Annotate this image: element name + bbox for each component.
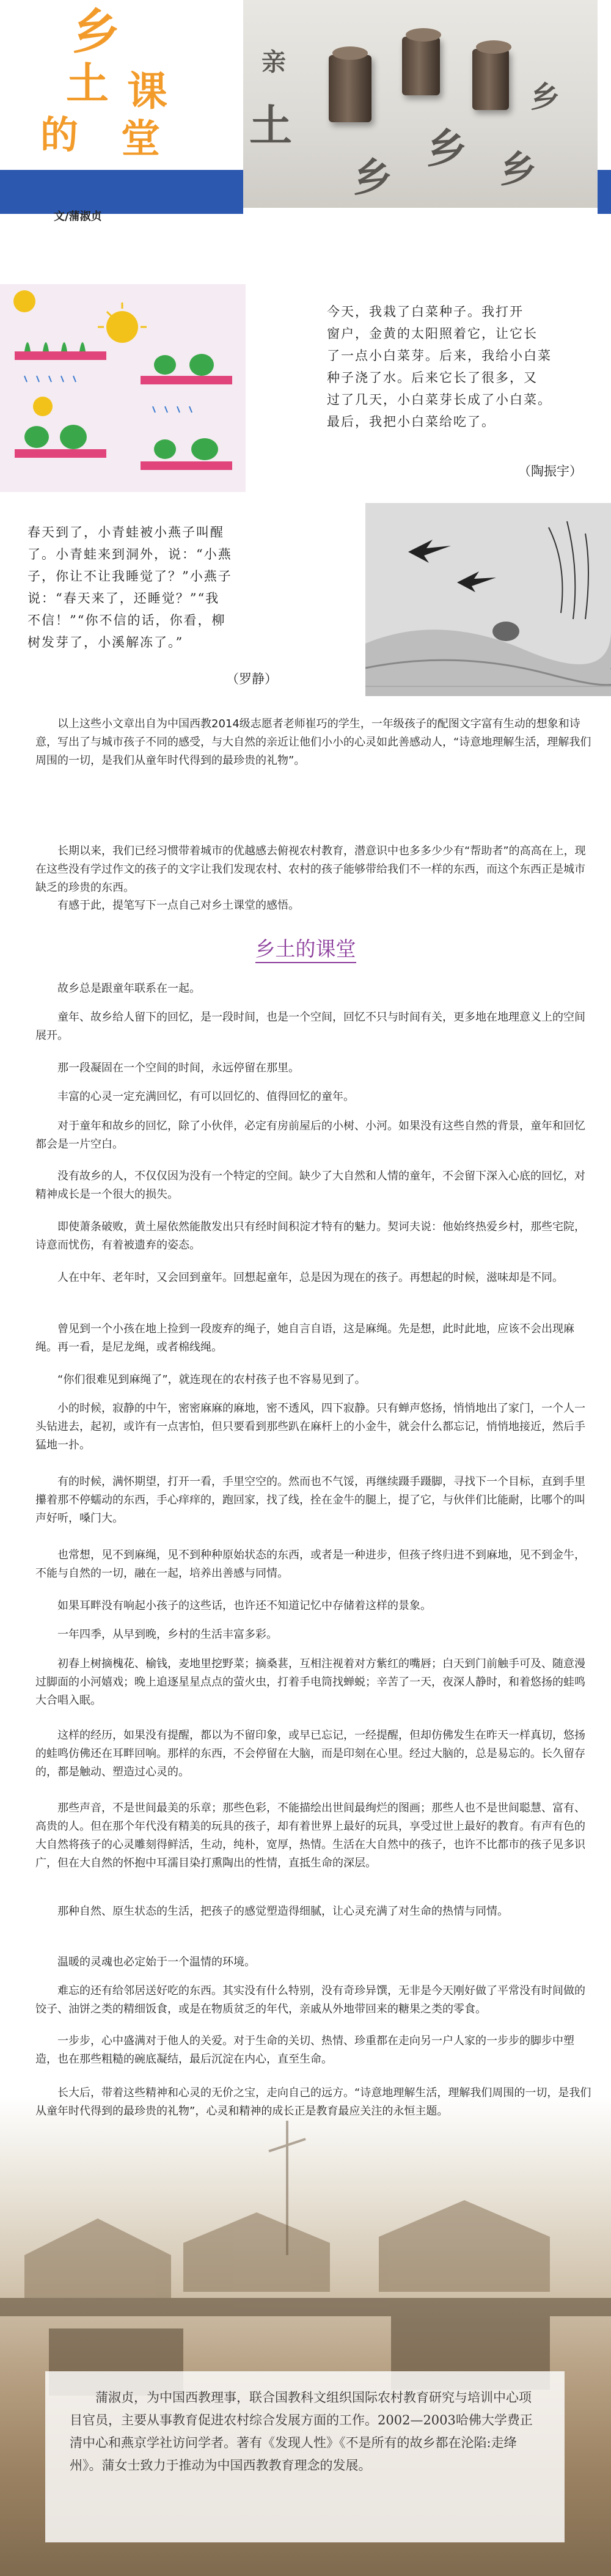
poem-line: 春天到了，小青蛙被小燕子叫醒 bbox=[27, 525, 224, 540]
body-paragraph: “你们很难见到麻绳了”，就连现在的农村孩子也不容易见到了。 bbox=[57, 1373, 366, 1386]
poem-line: 今天，我栽了白菜种子。我打开 bbox=[327, 304, 524, 319]
title-char: 堂 bbox=[121, 116, 160, 162]
intro-paragraph: 有感于此，提笔写下一点自己对乡土课堂的感悟。 bbox=[57, 899, 299, 912]
photo-glyph: 土 bbox=[249, 100, 292, 151]
title-char: 土 bbox=[66, 58, 109, 109]
wooden-stamp bbox=[329, 55, 371, 122]
intro-paragraph: 长期以来，我们已经习惯带着城市的优越感去俯视农村教育，潜意识中也多多少少有“帮助者”的高高在上，现在这些没有学过作文的孩子的文字让我们发现农村、农村的孩子能够带给我们不一样的东西，而这个东西正是城市缺乏的珍贵的东西。 bbox=[35, 845, 586, 894]
body-paragraph: 如果耳畔没有响起小孩子的这些话，也许还不知道记忆中存储着这样的景象。 bbox=[57, 1599, 431, 1612]
body-paragraph: 丰富的心灵一定充满回忆，有可以回忆的、值得回忆的童年。 bbox=[57, 1090, 354, 1103]
masthead-title bbox=[35, 4, 237, 169]
body-paragraph: 没有故乡的人，不仅仅因为没有一个特定的空间。缺少了大自然和人情的童年，不会留下深入心底的回忆，对精神成长是一个很大的损失。 bbox=[35, 1170, 585, 1201]
photo-glyph: 亲 bbox=[262, 48, 286, 76]
body-paragraph: 对于童年和故乡的回忆，除了小伙伴，必定有房前屋后的小树、小河。如果没有这些自然的背景，童年和回忆都会是一片空白。 bbox=[35, 1120, 585, 1151]
child-sketch-swallows bbox=[365, 503, 611, 696]
poem-line: 不信！”“你不信的话，你看，柳 bbox=[27, 613, 226, 628]
body-paragraph: 长大后，带着这些精神和心灵的无价之宝，走向自己的远方。“诗意地理解生活，理解我们周围的一切，是我们从童年时代得到的最珍贵的礼物”，心灵和精神的成长正是教育最应关注的永恒主题。 bbox=[35, 2086, 591, 2118]
body-paragraph: 温暖的灵魂也必定始于一个温情的环境。 bbox=[57, 1956, 255, 1969]
poem-line: 说：“春天来了，还睡觉？”“我 bbox=[27, 591, 220, 606]
poem-cabbage bbox=[327, 301, 596, 433]
title-char: 乡 bbox=[72, 4, 120, 60]
poem-line: 树发芽了，小溪解冻了。” bbox=[27, 635, 184, 650]
body-paragraph: 那些声音，不是世间最美的乐章；那些色彩，不能描绘出世间最绚烂的图画；那些人也不是世间聪慧、富有、高贵的人。但在那个年代没有精美的玩具的孩子，却有着世界上最好的玩具，享受过世上最好的教育。有声有色的大自然将孩子的心灵雕刻得鲜活，生动，纯朴，宽厚，热情。生活在大自然中的孩子，也许不比都市的孩子见多识广，但在大自然的怀抱中耳濡目染打熏陶出的性情，直抵生命的深层。 bbox=[35, 1802, 585, 1870]
header-band-right bbox=[598, 170, 611, 214]
body-paragraph: 难忘的还有给邻居送好吃的东西。其实没有什么特别，没有奇珍异馔，无非是今天刚好做了平常没有时间做的饺子、油饼之类的精细饭食，或是在物质贫乏的年代，亲戚从外地带回来的糖果之类的零食。 bbox=[35, 1984, 585, 2016]
body-paragraph: 故乡总是跟童年联系在一起。 bbox=[57, 982, 200, 995]
body-paragraph: 童年、故乡给人留下的回忆，是一段时间，也是一个空间，回忆不只与时间有关，更多地在地理意义上的空间展开。 bbox=[35, 1011, 585, 1042]
photo-glyph: 乡 bbox=[353, 155, 392, 201]
body-paragraph: 有的时候，满怀期望，打开一看，手里空空的。然而也不气馁，再继续蹑手蹑脚，寻找下一个目标，直到手里攥着那不停蠕动的东西，手心痒痒的，跑回家，找了线，拴在金牛的腿上，提了它，与伙伴们比能耐，比哪个的叫声好听，嗓门大。 bbox=[35, 1475, 585, 1525]
poem-author: （陶振宇） bbox=[518, 464, 582, 479]
header-photo-wooden-stamps bbox=[243, 0, 598, 208]
photo-glyph: 乡 bbox=[500, 149, 536, 191]
swallow-sketch-illustration bbox=[365, 503, 611, 696]
body-paragraph: 初春上树摘槐花、榆钱，麦地里挖野菜；摘桑葚，互相注视着对方紫红的嘴唇；白天到门前触手可及、随意漫过脚面的小河嬉戏；晚上追逐星星点点的萤火虫，打着手电筒找蝉蜕；辛苦了一天，夜深人静时，和着悠扬的蛙鸣大合唱入眠。 bbox=[35, 1657, 585, 1707]
intro-paragraph: 以上这些小文章出自为中国西教2014级志愿者老师崔巧的学生，一年级孩子的配图文字富有生动的想象和诗意，写出了与城市孩子不同的感受，与大自然的亲近让他们小小的心灵如此善感动人，“诗意地理解生活，理解我们周围的一切，是我们从童年时代得到的最珍贵的礼物”。 bbox=[35, 717, 591, 767]
header-band bbox=[0, 170, 243, 214]
byline: 文/蒲淑贞 bbox=[54, 210, 102, 223]
poem-line: 了一点小白菜芽。后来，我给小白菜 bbox=[327, 348, 552, 363]
poem-line: 子，你让不让我睡觉了？”小燕子 bbox=[27, 569, 232, 584]
wooden-stamp bbox=[472, 49, 509, 110]
body-paragraph: 那一段凝固在一个空间的时间，永远停留在那里。 bbox=[57, 1062, 299, 1074]
body-paragraph: 一年四季，从早到晚，乡村的生活丰富多彩。 bbox=[57, 1628, 277, 1641]
poem-line: 过了几天，小白菜芽长成了小白菜。 bbox=[327, 392, 552, 407]
poem-author: （罗静） bbox=[226, 672, 277, 686]
author-bio-text: 蒲淑贞，为中国西教理事，联合国教科文组织国际农村教育研究与培训中心项目官员，主要从事教育促进农村综合发展方面的工作。2002—2003哈佛大学费正清中心和燕京学社访问学者。著有《发现人性》《不是所有的故乡都在沦陷:走绛州》。蒲女士致力于推动为中国西教教育理念的发展。 bbox=[70, 2390, 533, 2473]
photo-glyph: 乡 bbox=[426, 125, 467, 172]
poem-line: 窗户，金黄的太阳照着它，让它长 bbox=[327, 326, 538, 341]
poem-line: 了。小青蛙来到洞外，说：“小燕 bbox=[27, 547, 232, 562]
poem-line: 种子浇了水。后来它长了很多，又 bbox=[327, 370, 538, 385]
body-paragraph: 这样的经历，如果没有提醒，都以为不留印象，或早已忘记，一经提醒，但却仿佛发生在昨天一样真切，悠扬的蛙鸣仿佛还在耳畔回响。那样的东西，不会停留在大脑，而是印刻在心里。经过大脑的，总是易忘的。长久留存的，都是触动、塑造过心灵的。 bbox=[35, 1729, 585, 1778]
section-title bbox=[0, 933, 611, 962]
poem-frog-swallow bbox=[27, 521, 357, 653]
body-paragraph: 即使萧条破败，黄土屋依然能散发出只有经时间积淀才特有的魅力。契诃夫说：他始终热爱乡村，那些宅院，诗意而忧伤，有着被遗弃的姿态。 bbox=[35, 1220, 585, 1252]
photo-glyph: 乡 bbox=[530, 80, 560, 114]
body-paragraph: 也常想，见不到麻绳，见不到种种原始状态的东西，或者是一种进步，但孩子终归进不到麻地，见不到金牛，不能与自然的一切，融在一起，培养出善感与同情。 bbox=[35, 1549, 585, 1580]
cabbage-drawing-illustration bbox=[0, 284, 246, 492]
author-bio-box bbox=[45, 2371, 565, 2542]
section-title-text: 乡土的课堂 bbox=[255, 937, 356, 963]
child-drawing-cabbage bbox=[0, 284, 246, 492]
title-char: 课 bbox=[127, 67, 167, 115]
body-paragraph: 一步步，心中盛满对于他人的关爱。对于生命的关切、热情、珍重都在走向另一户人家的一步步的脚步中塑造，也在那些粗糙的碗底凝结，最后沉淀在内心，直至生命。 bbox=[35, 2035, 574, 2066]
wooden-stamp bbox=[402, 37, 440, 95]
body-paragraph: 小的时候，寂静的中午，密密麻麻的麻地，密不透风，四下寂静。只有蝉声悠扬，悄悄地出了家门，一个人一头钻进去，起初，或许有一点害怕，但只要看到那些趴在麻杆上的小金牛，就会什么都忘记，悄悄地接近，然后手猛地一扑。 bbox=[35, 1402, 585, 1451]
poem-line: 最后，我把小白菜给吃了。 bbox=[327, 414, 496, 429]
body-paragraph: 曾见到一个小孩在地上捡到一段废弃的绳子，她自言自语，这是麻绳。先是想，此时此地，应该不会出现麻绳。再一看，是尼龙绳，或者棉线绳。 bbox=[35, 1323, 574, 1354]
body-paragraph: 人在中年、老年时，又会回到童年。回想起童年，总是因为现在的孩子。再想起的时候，滋味却是不同。 bbox=[57, 1271, 563, 1284]
body-paragraph: 那种自然、原生状态的生活，把孩子的感觉塑造得细腻，让心灵充满了对生命的热情与同情。 bbox=[57, 1905, 508, 1918]
title-char: 的 bbox=[40, 112, 79, 157]
